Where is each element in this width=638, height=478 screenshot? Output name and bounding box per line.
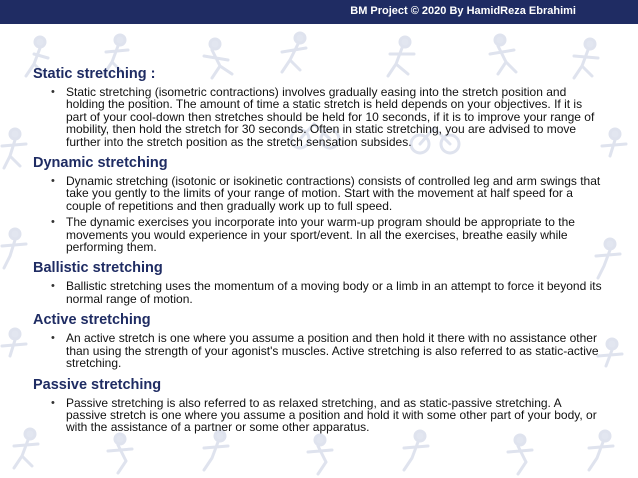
section-title: Passive stretching (33, 376, 162, 393)
section-title: Dynamic stretching (33, 155, 168, 172)
section-title: Active stretching (33, 312, 151, 329)
header-credit: BM Project © 2020 By HamidReza Ebrahimi (350, 5, 576, 17)
section-title: Static stretching : (33, 66, 156, 82)
list-item (33, 397, 603, 434)
bullet-text: The dynamic exercises you incorporate into your warm-up program should be appropriate to the movements you would experience in your sport/event. In all the exercises, breathe easily while performing them. (66, 215, 575, 255)
list-item (33, 86, 603, 148)
bullet-text: Dynamic stretching (isotonic or isokinetic contractions) consists of controlled leg and arm swings that take you gently to the limits of your range of motion. Start with the movement at half speed for a couple of repetitions and then gradually work up to full speed. (66, 174, 601, 213)
bullet-text: Static stretching (isometric contractions) involves gradually easing into the stretch position and holding the position. The amount of time a static stretch is held depends on your objectives. If it is part of your cool-down then stretches should be held for 10 seconds, if it is to improve your range of mobility, then hold the stretch for 30 seconds. Often in static stretching, you are advised to move further into the stretch position as the stretch sensation subsides. (66, 85, 595, 149)
bullet-list (33, 397, 603, 434)
slide-content (33, 66, 603, 441)
list-item (33, 280, 603, 305)
section-passive-stretching (33, 377, 603, 434)
bullet-icon: • (51, 175, 55, 188)
bullet-text: An active stretch is one where you assume a position and then hold it there with no assistance other than using the strength of your agonist's muscles. Active stretching is also referred to as static-active stretching. (66, 331, 599, 371)
section-static-stretching (33, 66, 603, 148)
list-item (33, 216, 603, 253)
bullet-text: Passive stretching is also referred to as relaxed stretching, and as static-passive stretching. A passive stretch is one where you assume a position and hold it with some other part of your body, or with the assistance of a partner or some other apparatus. (66, 395, 597, 435)
section-title: Ballistic stretching (33, 260, 163, 277)
bullet-list (33, 280, 603, 305)
bullet-icon: • (51, 216, 55, 229)
bullet-list (33, 332, 603, 369)
bullet-list (33, 175, 603, 253)
bullet-icon: • (51, 86, 55, 98)
section-active-stretching (33, 312, 603, 369)
section-dynamic-stretching (33, 155, 603, 253)
bullet-icon: • (51, 332, 55, 345)
list-item (33, 175, 603, 212)
bullet-list (33, 86, 603, 148)
header-bar (0, 0, 638, 24)
bullet-icon: • (51, 280, 55, 293)
list-item (33, 332, 603, 369)
section-ballistic-stretching (33, 260, 603, 305)
bullet-icon: • (51, 396, 55, 409)
bullet-text: Ballistic stretching uses the momentum of a moving body or a limb in an attempt to force it beyond its normal range of motion. (66, 279, 602, 306)
